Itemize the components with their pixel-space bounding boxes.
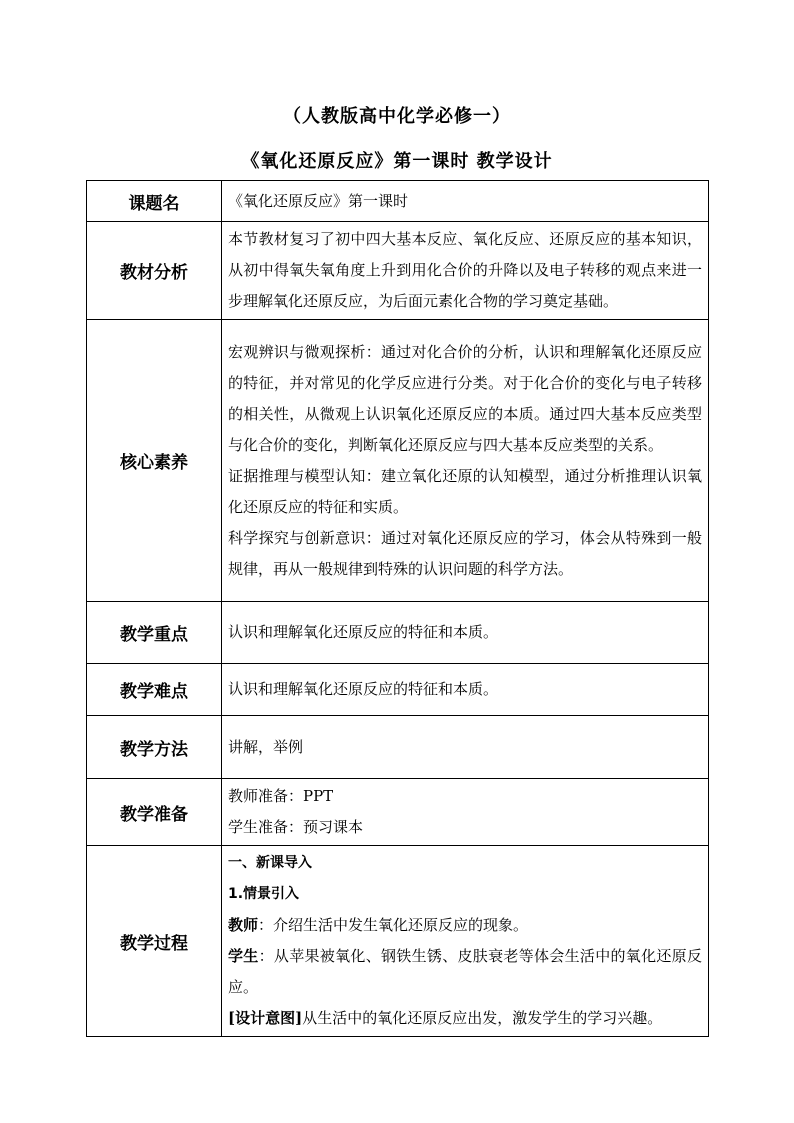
row-label-preparation: 教学准备	[87, 779, 222, 846]
document-title-line2: 《氧化还原反应》第一课时 教学设计	[241, 151, 553, 172]
process-student-line	[228, 941, 702, 1003]
row-content-topic: 《氧化还原反应》第一课时	[222, 181, 709, 222]
literacy-paragraph-2: 证据推理与模型认知：建立氧化还原的认知模型，通过分析推理认识氧化还原反应的特征和实质。	[228, 466, 702, 516]
row-content-difficulties: 认识和理解氧化还原反应的特征和本质。	[222, 664, 709, 716]
row-label-difficulties: 教学难点	[87, 664, 222, 716]
table-row-literacy	[87, 320, 709, 602]
table-row-key-points	[87, 602, 709, 664]
literacy-paragraph-1: 宏观辨识与微观探析：通过对化合价的分析，认识和理解氧化还原反应的特征，并对常见的化学反应进行分类。对于化合价的变化与电子转移的相关性，从微观上认识氧化还原反应的本质。通过四大基本反应类型与化合价的变化，判断氧化还原反应与四大基本反应类型的关系。	[228, 342, 702, 454]
process-intent-line	[228, 1003, 702, 1034]
row-content-key-points: 认识和理解氧化还原反应的特征和本质。	[222, 602, 709, 664]
row-label-literacy: 核心素养	[87, 320, 222, 602]
row-label-key-points: 教学重点	[87, 602, 222, 664]
table-row-topic	[87, 181, 709, 222]
literacy-paragraph-3: 科学探究与创新意识：通过对氧化还原反应的学习，体会从特殊到一般规律，再从一般规律到特殊的认识问题的科学方法。	[228, 528, 702, 578]
process-student-text: ：从苹果被氧化、钢铁生锈、皮肤衰老等体会生活中的氧化还原反应。	[228, 947, 702, 996]
row-content-process	[222, 846, 709, 1037]
row-label-analysis: 教材分析	[87, 222, 222, 320]
process-intent-label: [设计意图]	[228, 1009, 303, 1027]
row-content-methods: 讲解，举例	[222, 716, 709, 779]
preparation-teacher: 教师准备：PPT	[228, 787, 334, 805]
table-row-methods	[87, 716, 709, 779]
preparation-student: 学生准备：预习课本	[228, 818, 364, 836]
process-teacher-label: 教师	[228, 916, 259, 934]
row-label-process: 教学过程	[87, 846, 222, 1037]
row-label-topic: 课题名	[87, 181, 222, 222]
document-title-line1: （人教版高中化学必修一）	[283, 106, 511, 127]
table-row-analysis	[87, 222, 709, 320]
row-label-methods: 教学方法	[87, 716, 222, 779]
process-subsection-heading: 1.情景引入	[228, 886, 300, 902]
row-content-preparation	[222, 779, 709, 846]
process-teacher-text: ：介绍生活中发生氧化还原反应的现象。	[258, 916, 529, 934]
table-row-difficulties	[87, 664, 709, 716]
row-content-analysis: 本节教材复习了初中四大基本反应、氧化反应、还原反应的基本知识，从初中得氧失氧角度上升到用化合价的升降以及电子转移的观点来进一步理解氧化还原反应，为后面元素化合物的学习奠定基础。	[222, 222, 709, 320]
process-teacher-line	[228, 910, 702, 941]
process-student-label: 学生	[228, 947, 259, 965]
table-row-preparation	[87, 779, 709, 846]
process-section-heading: 一、新课导入	[228, 855, 312, 871]
process-intent-text: 从生活中的氧化还原反应出发，激发学生的学习兴趣。	[302, 1009, 663, 1027]
lesson-plan-table	[86, 180, 709, 1037]
row-content-literacy	[222, 320, 709, 602]
table-row-process	[87, 846, 709, 1037]
